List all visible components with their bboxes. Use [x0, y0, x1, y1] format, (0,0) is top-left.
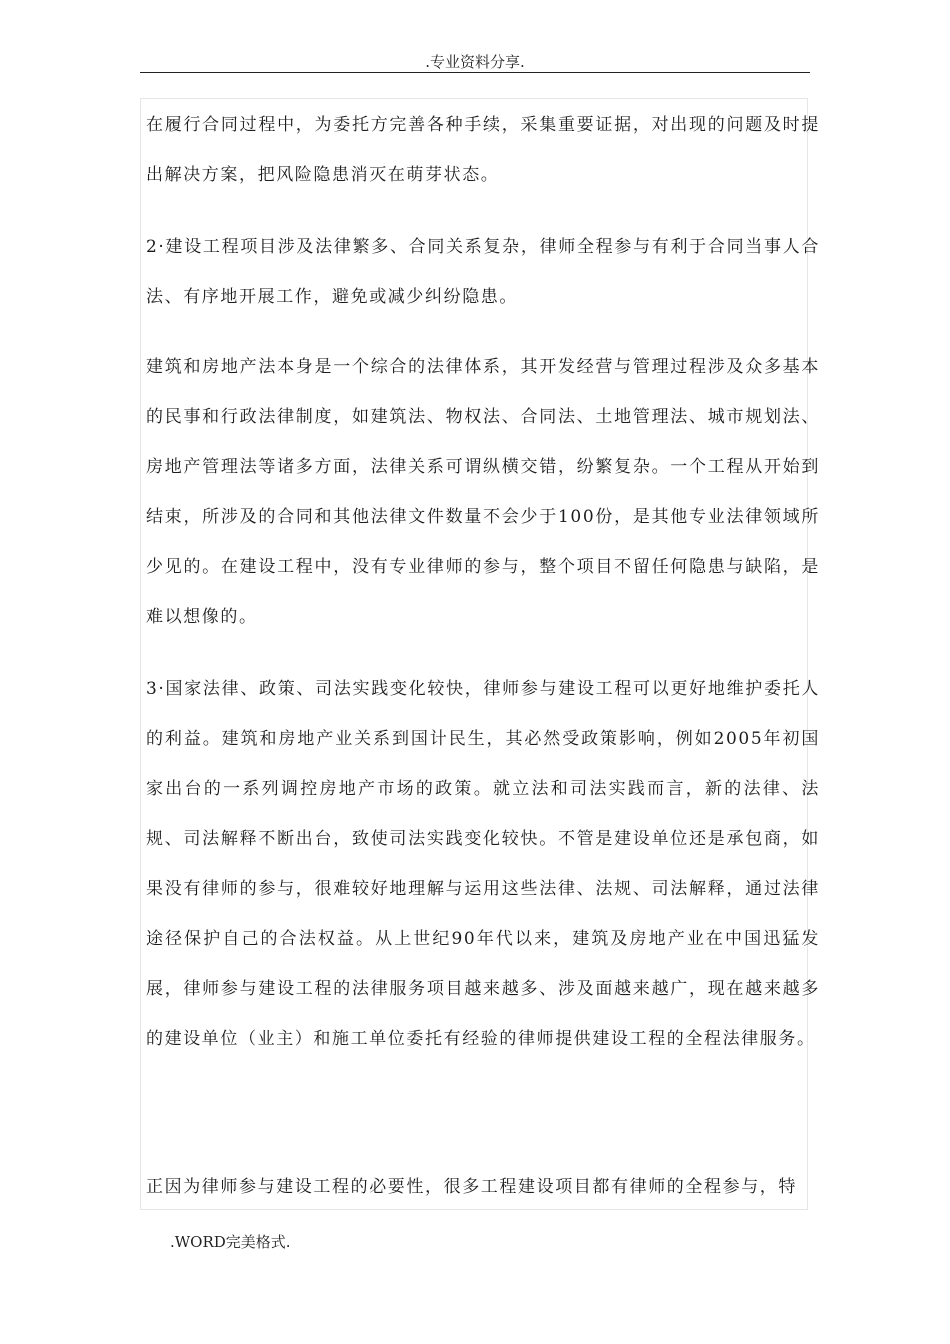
page-footer: .WORD完美格式.	[170, 1233, 291, 1251]
paragraph-legal-system: 建筑和房地产法本身是一个综合的法律体系，其开发经营与管理过程涉及众多基本的民事和行政法律制度，如建筑法、物权法、合同法、土地管理法、城市规划法、房地产管理法等诸多方面，法律关系可谓纵横交错，纷繁复杂。一个工程从开始到结束，所涉及的合同和其他法律文件数量不会少于100份，是其他专业法律领域所少见的。在建设工程中，没有专业律师的参与，整个项目不留任何隐患与缺陷，是难以想像的。	[146, 357, 820, 627]
paragraph-conclusion: 正因为律师参与建设工程的必要性，很多工程建设项目都有律师的全程参与，特	[146, 1177, 797, 1197]
header-divider	[140, 72, 810, 73]
paragraph-contract-performance: 在履行合同过程中，为委托方完善各种手续，采集重要证据，对出现的问题及时提出解决方案，把风险隐患消灭在萌芽状态。	[146, 115, 820, 185]
paragraph-point-2: 2·建设工程项目涉及法律繁多、合同关系复杂，律师全程参与有利于合同当事人合法、有序地开展工作，避免或减少纠纷隐患。	[146, 237, 820, 307]
page-header: .专业资料分享.	[425, 53, 525, 71]
paragraph-point-3: 3·国家法律、政策、司法实践变化较快，律师参与建设工程可以更好地维护委托人的利益。建筑和房地产业关系到国计民生，其必然受政策影响，例如2005年初国家出台的一系列调控房地产市场的政策。就立法和司法实践而言，新的法律、法规、司法解释不断出台，致使司法实践变化较快。不管是建设单位还是承包商，如果没有律师的参与，很难较好地理解与运用这些法律、法规、司法解释，通过法律途径保护自己的合法权益。从上世纪90年代以来，建筑及房地产业在中国迅猛发展，律师参与建设工程的法律服务项目越来越多、涉及面越来越广，现在越来越多的建设单位（业主）和施工单位委托有经验的律师提供建设工程的全程法律服务。	[146, 679, 820, 1049]
